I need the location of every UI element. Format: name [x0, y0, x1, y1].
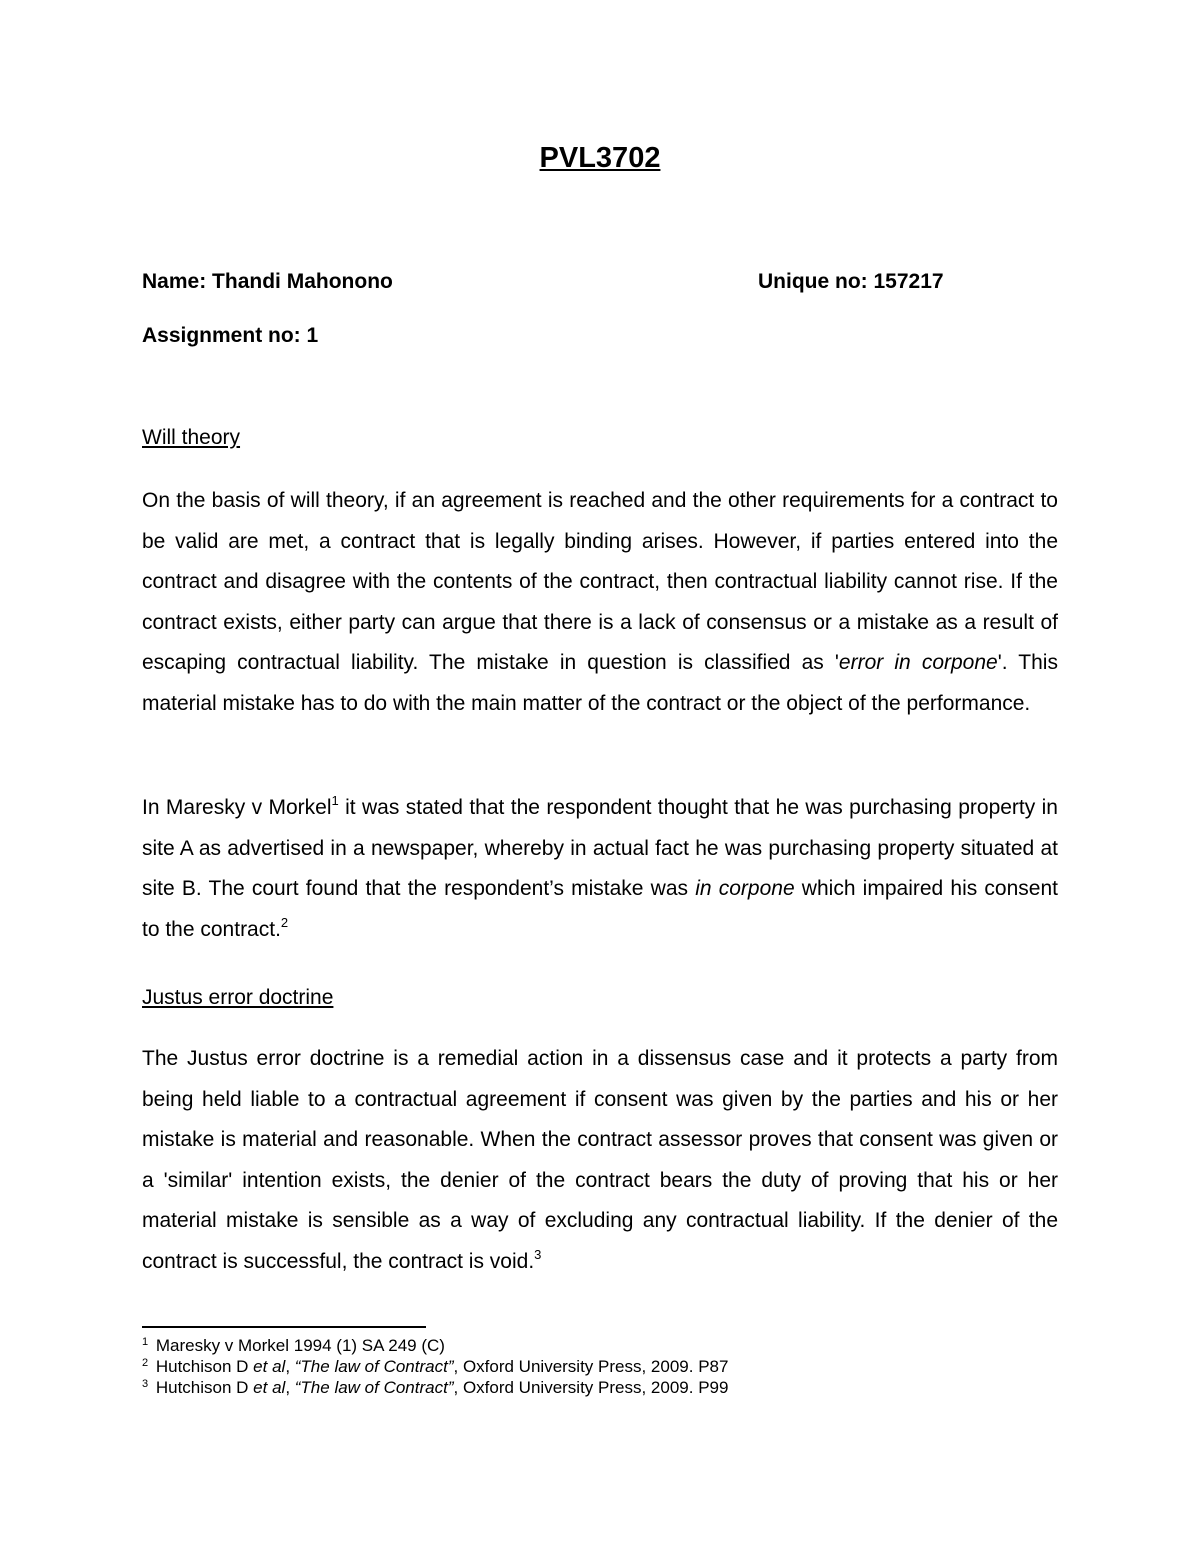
footnote-text: Maresky v Morkel 1994 (1) SA 249 (C)	[151, 1336, 445, 1355]
paragraph-text: The Justus error doctrine is a remedial action in a dissensus case and it protects a party from being held liable to a contractual agreement if consent was given by the parties and his or her mistake is material and reasonable. When the contract assessor proves that consent was given or a 'similar' intention exists, the denier of the contract bears the duty of proving that his or her material mistake is sensible as a way of excluding any contractual liability. If the denier of the contract is successful, the contract is void.	[142, 1047, 1058, 1273]
footnote-ref-2[interactable]: 2	[280, 914, 289, 930]
unique-label: Unique no:	[758, 270, 868, 293]
paragraph-text: which impaired his consent to the contract.	[142, 877, 1058, 941]
paragraph-text: it was stated that the respondent thought that he was purchasing property in site A as advertised in a newspaper, whereby in actual fact he was purchasing property situated at site B. The court found that the respondent’s mistake was	[142, 796, 1058, 901]
assignment-number-line	[142, 324, 318, 348]
footnote-et-al: et al	[253, 1378, 286, 1397]
footnote-text: Hutchison D	[151, 1378, 254, 1397]
footnote-text: ,	[285, 1378, 295, 1397]
italic-term: error in corpone	[838, 651, 998, 675]
footnote-3	[142, 1377, 728, 1398]
document-title: PVL3702	[539, 142, 661, 174]
paragraph-text: In Maresky v Morkel	[142, 796, 332, 819]
footnote-book-title: “The law of Contract”	[294, 1378, 454, 1397]
assignment-label: Assignment no:	[142, 324, 301, 347]
footnote-ref-3[interactable]: 3	[534, 1246, 542, 1262]
footnote-1	[142, 1335, 728, 1356]
paragraph-text: '. This material mistake has to do with the main matter of the contract or the object of the performance.	[142, 651, 1058, 715]
italic-term: in corpone	[695, 877, 795, 901]
footnote-separator	[142, 1326, 426, 1328]
name-value: Thandi Mahonono	[212, 270, 393, 293]
maresky-paragraph	[142, 788, 1058, 950]
assignment-value: 1	[306, 324, 319, 347]
footnote-text: , Oxford University Press, 2009. P87	[453, 1357, 729, 1376]
footnote-et-al: et al	[253, 1357, 286, 1376]
footnote-text: ,	[285, 1357, 295, 1376]
will-theory-paragraph	[142, 481, 1058, 725]
justus-paragraph	[142, 1039, 1058, 1283]
footnotes	[142, 1335, 728, 1398]
justus-error-heading: Justus error doctrine	[142, 986, 334, 1009]
unique-number-line	[758, 270, 944, 294]
footnote-number: 1	[142, 1336, 149, 1348]
paragraph-text: On the basis of will theory, if an agreement is reached and the other requirements for a contract to be valid are met, a contract that is legally binding arises. However, if parties entered into the contract and disagree with the contents of the contract, then contractual liability cannot rise. If the contract exists, either party can argue that there is a lack of consensus or a mistake as a result of escaping contractual liability. The mistake in question is classified as '	[142, 489, 1058, 675]
student-name-line	[142, 270, 393, 294]
footnote-number: 3	[142, 1378, 149, 1390]
footnote-2	[142, 1356, 728, 1377]
footnote-text: Hutchison D	[151, 1357, 254, 1376]
name-label: Name:	[142, 270, 207, 293]
unique-value: 157217	[873, 270, 944, 293]
footnote-text: , Oxford University Press, 2009. P99	[453, 1378, 729, 1397]
footnote-number: 2	[142, 1357, 149, 1369]
will-theory-heading: Will theory	[142, 426, 241, 449]
footnote-book-title: “The law of Contract”	[294, 1357, 454, 1376]
footnote-ref-1[interactable]: 1	[331, 793, 339, 808]
